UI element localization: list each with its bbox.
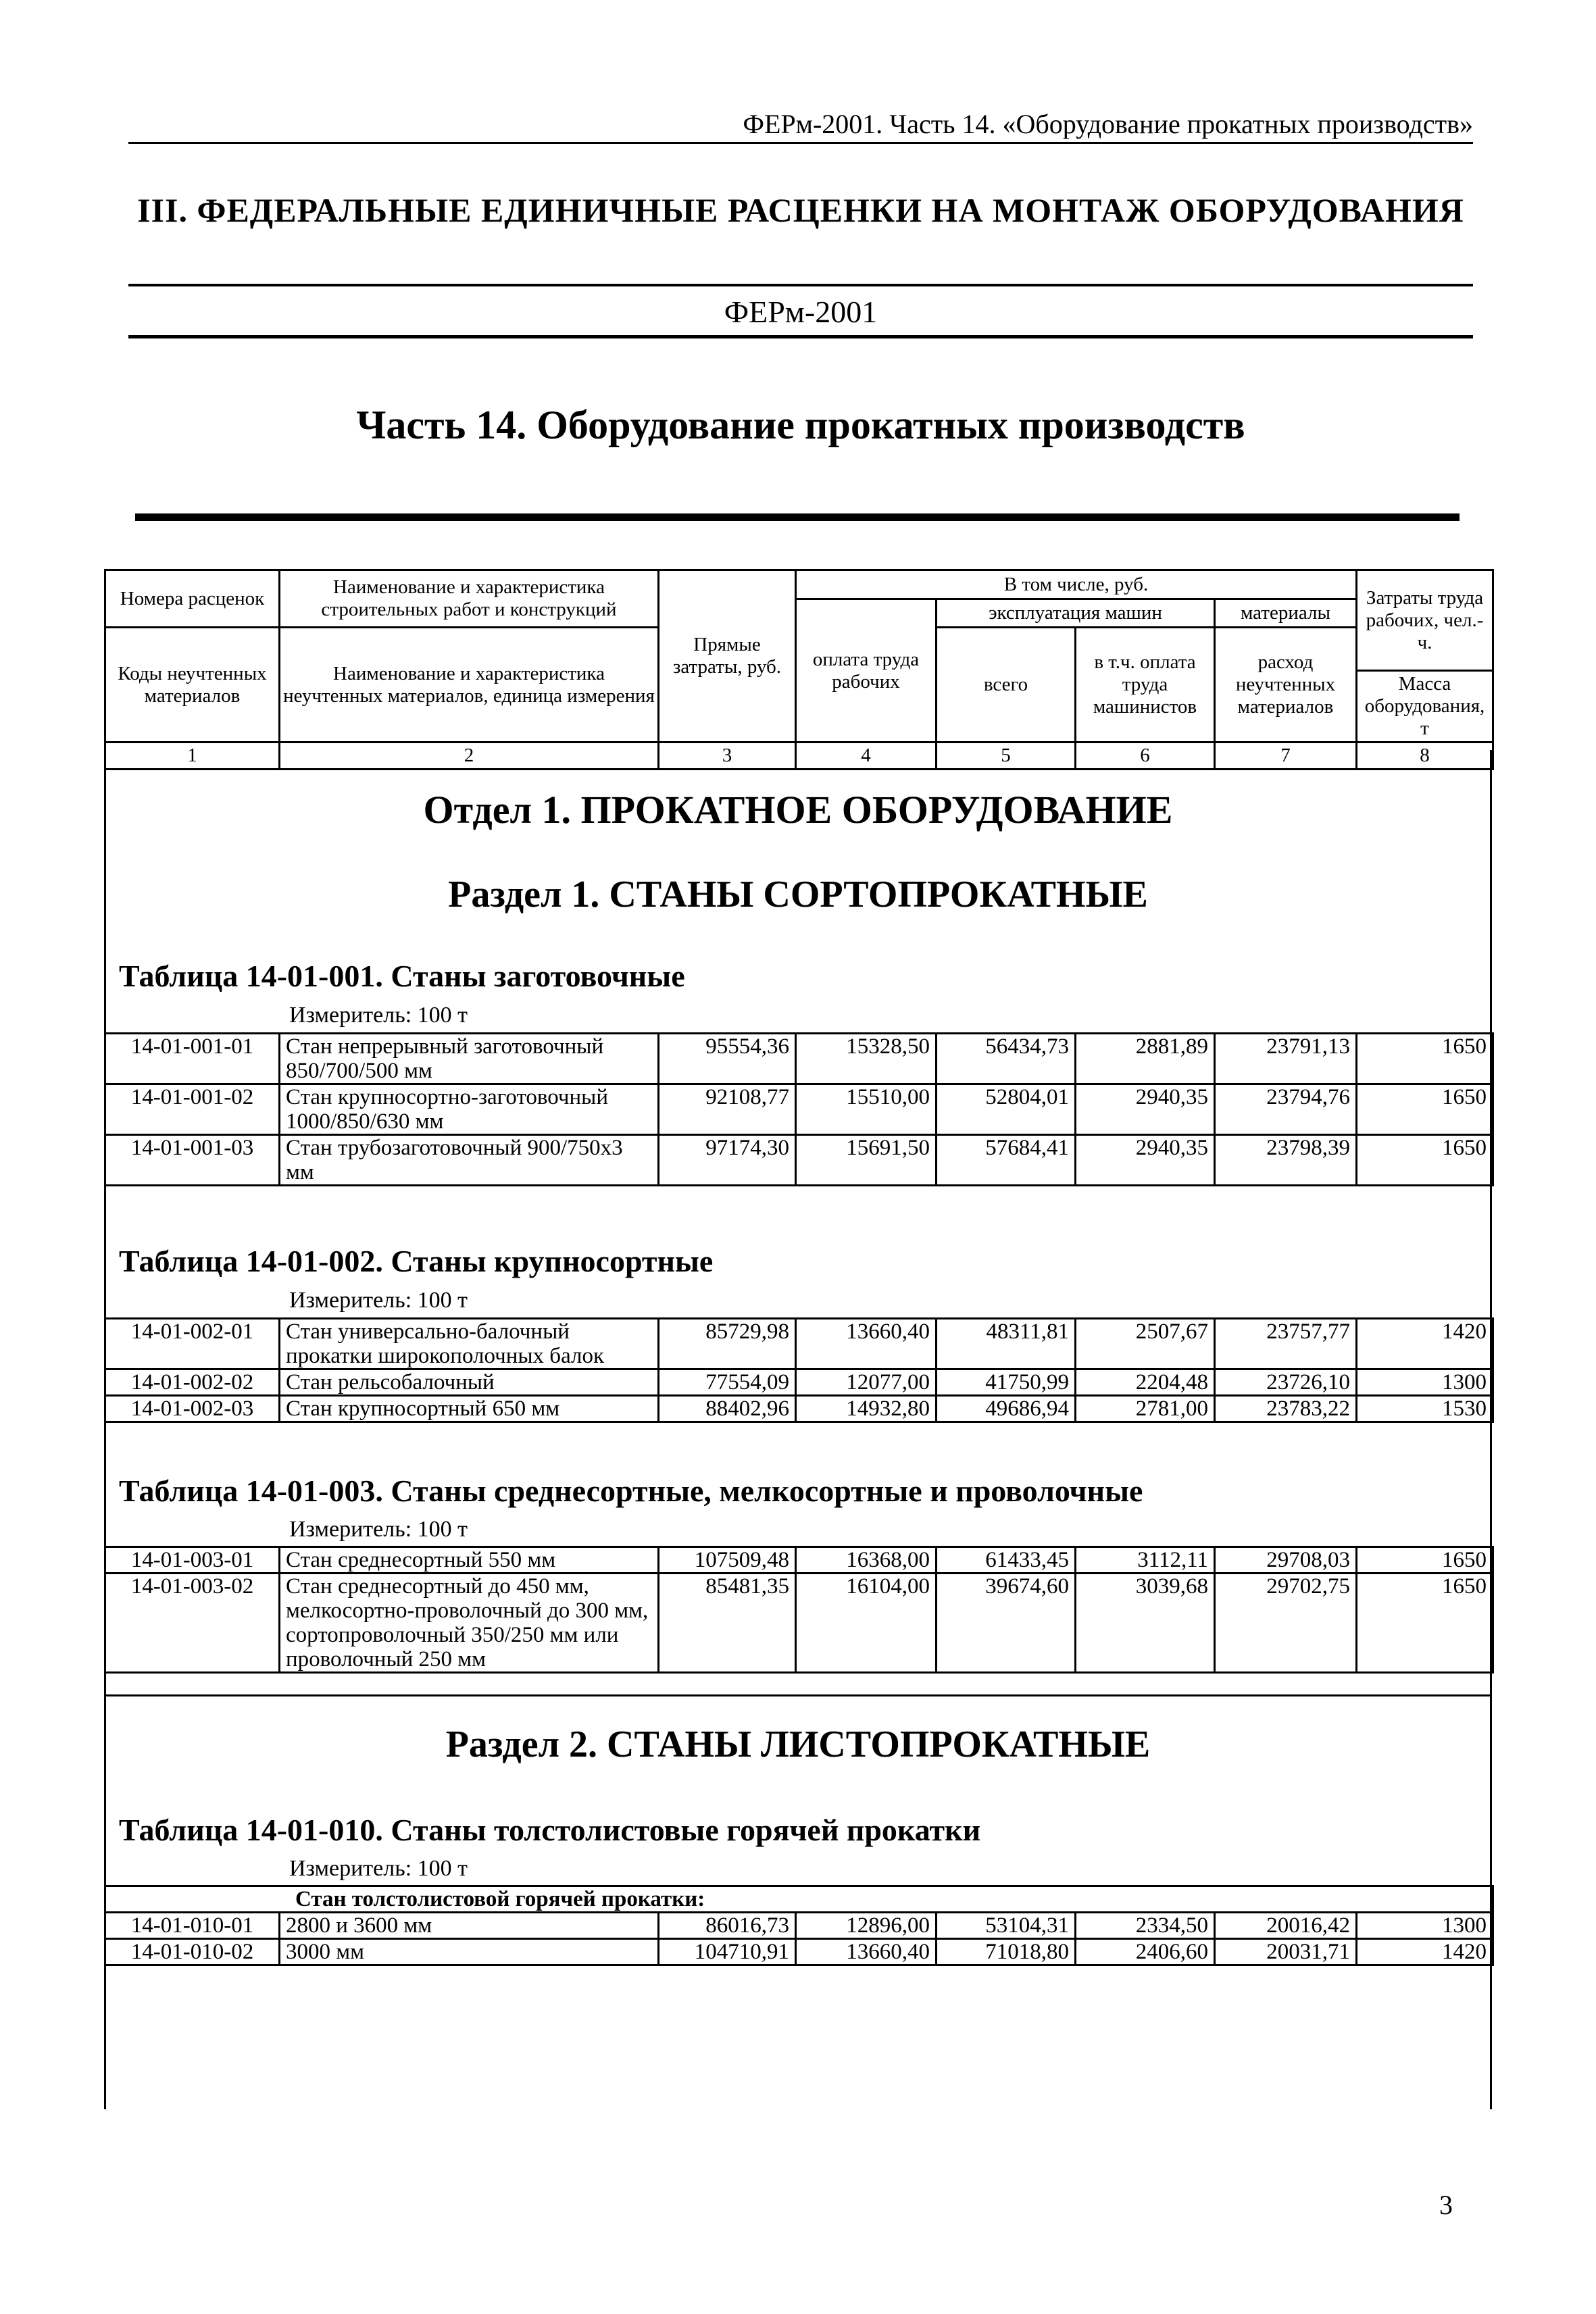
machines-total: 39674,60 bbox=[937, 1574, 1076, 1673]
rate-name: Стан среднесортный 550 мм bbox=[280, 1547, 659, 1574]
header-including: В том числе, руб. bbox=[796, 570, 1357, 599]
rates-table bbox=[104, 1546, 1494, 1674]
rate-code: 14-01-002-03 bbox=[105, 1396, 280, 1422]
measure-unit: Измеритель: 100 т bbox=[289, 1856, 468, 1881]
rate-name: Стан универсально-балочный прокатки широкополочных балок bbox=[280, 1319, 659, 1369]
rate-name: 2800 и 3600 мм bbox=[280, 1913, 659, 1939]
worker-pay: 15328,50 bbox=[796, 1034, 937, 1084]
labor-or-mass: 1300 bbox=[1357, 1369, 1493, 1396]
table-row bbox=[105, 1396, 1493, 1422]
measure-unit: Измеритель: 100 т bbox=[289, 1288, 468, 1313]
header-work-name: Наименование и характеристика строительных работ и конструкций bbox=[280, 570, 659, 628]
labor-or-mass: 1530 bbox=[1357, 1396, 1493, 1422]
header-machine-operation: эксплуатация машин bbox=[937, 599, 1215, 628]
materials-cost: 23791,13 bbox=[1215, 1034, 1357, 1084]
rate-name: Стан среднесортный до 450 мм, мелкосортно-проволочный до 300 мм, сортопроволочный 350/250 мм или проволочный 250 мм bbox=[280, 1574, 659, 1673]
rate-code: 14-01-003-02 bbox=[105, 1574, 280, 1673]
labor-or-mass: 1650 bbox=[1357, 1034, 1493, 1084]
header-operator-pay: в т.ч. оплата труда машинистов bbox=[1076, 628, 1215, 743]
materials-cost: 20016,42 bbox=[1215, 1913, 1357, 1939]
table-row bbox=[105, 1547, 1493, 1574]
section-heading: Раздел 1. СТАНЫ СОРТОПРОКАТНЫЕ bbox=[448, 874, 1148, 915]
rate-code: 14-01-002-01 bbox=[105, 1319, 280, 1369]
worker-pay: 15510,00 bbox=[796, 1084, 937, 1135]
machines-total: 41750,99 bbox=[937, 1369, 1076, 1396]
operator-pay: 3039,68 bbox=[1076, 1574, 1215, 1673]
labor-or-mass: 1650 bbox=[1357, 1084, 1493, 1135]
materials-cost: 23726,10 bbox=[1215, 1369, 1357, 1396]
header-rule bbox=[128, 142, 1473, 144]
header-worker-pay: оплата труда рабочих bbox=[796, 599, 937, 743]
direct-costs: 88402,96 bbox=[659, 1396, 796, 1422]
worker-pay: 16104,00 bbox=[796, 1574, 937, 1673]
header-equipment-mass: Масса оборудования, т bbox=[1357, 671, 1493, 743]
labor-or-mass: 1650 bbox=[1357, 1547, 1493, 1574]
table-row bbox=[105, 1084, 1493, 1135]
part-title: Часть 14. Оборудование прокатных производств bbox=[356, 403, 1245, 447]
materials-cost: 23783,22 bbox=[1215, 1396, 1357, 1422]
header-materials: материалы bbox=[1215, 599, 1357, 628]
worker-pay: 14932,80 bbox=[796, 1396, 937, 1422]
machines-total: 49686,94 bbox=[937, 1396, 1076, 1422]
direct-costs: 77554,09 bbox=[659, 1369, 796, 1396]
rates-table bbox=[104, 1885, 1494, 1966]
operator-pay: 2940,35 bbox=[1076, 1135, 1215, 1186]
direct-costs: 107509,48 bbox=[659, 1547, 796, 1574]
labor-or-mass: 1420 bbox=[1357, 1939, 1493, 1965]
department-heading: Отдел 1. ПРОКАТНОЕ ОБОРУДОВАНИЕ bbox=[423, 788, 1173, 832]
direct-costs: 104710,91 bbox=[659, 1939, 796, 1965]
machines-total: 57684,41 bbox=[937, 1135, 1076, 1186]
rate-code: 14-01-010-01 bbox=[105, 1913, 280, 1939]
header-col-number: 3 bbox=[659, 743, 796, 770]
column-header-table bbox=[104, 569, 1494, 770]
direct-costs: 97174,30 bbox=[659, 1135, 796, 1186]
machines-total: 52804,01 bbox=[937, 1084, 1076, 1135]
worker-pay: 12077,00 bbox=[796, 1369, 937, 1396]
table-row bbox=[105, 1574, 1493, 1673]
direct-costs: 85481,35 bbox=[659, 1574, 796, 1673]
operator-pay: 2940,35 bbox=[1076, 1084, 1215, 1135]
rates-table bbox=[104, 1032, 1494, 1186]
machines-total: 53104,31 bbox=[937, 1913, 1076, 1939]
table-subheading: Стан толстолистовой горячей прокатки: bbox=[105, 1886, 1493, 1913]
labor-or-mass: 1650 bbox=[1357, 1135, 1493, 1186]
worker-pay: 12896,00 bbox=[796, 1913, 937, 1939]
machines-total: 48311,81 bbox=[937, 1319, 1076, 1369]
table-title: Таблица 14-01-003. Станы среднесортные, мелкосортные и проволочные bbox=[119, 1474, 1143, 1508]
measure-unit: Измеритель: 100 т bbox=[289, 1003, 468, 1028]
header-direct-costs: Прямые затраты, руб. bbox=[659, 570, 796, 743]
section-divider bbox=[104, 1694, 1492, 1696]
direct-costs: 95554,36 bbox=[659, 1034, 796, 1084]
materials-cost: 29702,75 bbox=[1215, 1574, 1357, 1673]
table-title: Таблица 14-01-001. Станы заготовочные bbox=[119, 959, 685, 993]
section-heading: Раздел 2. СТАНЫ ЛИСТОПРОКАТНЫЕ bbox=[445, 1724, 1151, 1765]
materials-cost: 23794,76 bbox=[1215, 1084, 1357, 1135]
table-subheading-row bbox=[105, 1886, 1493, 1913]
operator-pay: 2781,00 bbox=[1076, 1396, 1215, 1422]
part-rule bbox=[135, 513, 1460, 521]
header-material-name: Наименование и характеристика неучтенных материалов, единица измерения bbox=[280, 628, 659, 743]
rate-code: 14-01-010-02 bbox=[105, 1939, 280, 1965]
page-number: 3 bbox=[1439, 2190, 1453, 2220]
rate-name: Стан рельсобалочный bbox=[280, 1369, 659, 1396]
header-col-number: 1 bbox=[105, 743, 280, 770]
worker-pay: 16368,00 bbox=[796, 1547, 937, 1574]
worker-pay: 13660,40 bbox=[796, 1319, 937, 1369]
labor-or-mass: 1650 bbox=[1357, 1574, 1493, 1673]
rate-code: 14-01-001-01 bbox=[105, 1034, 280, 1084]
direct-costs: 92108,77 bbox=[659, 1084, 796, 1135]
header-rate-numbers: Номера расценок bbox=[105, 570, 280, 628]
measure-unit: Измеритель: 100 т bbox=[289, 1517, 468, 1542]
code-rule-top bbox=[128, 284, 1473, 286]
table-title: Таблица 14-01-010. Станы толстолистовые горячей прокатки bbox=[119, 1813, 981, 1847]
table-title: Таблица 14-01-002. Станы крупносортные bbox=[119, 1244, 714, 1278]
table-row bbox=[105, 1913, 1493, 1939]
rate-name: Стан трубозаготовочный 900/750х3 мм bbox=[280, 1135, 659, 1186]
header-col-number: 5 bbox=[937, 743, 1076, 770]
header-col-number: 7 bbox=[1215, 743, 1357, 770]
worker-pay: 15691,50 bbox=[796, 1135, 937, 1186]
header-material-codes: Коды неучтенных материалов bbox=[105, 628, 280, 743]
operator-pay: 2406,60 bbox=[1076, 1939, 1215, 1965]
rate-code: 14-01-001-02 bbox=[105, 1084, 280, 1135]
code-rule-bottom bbox=[128, 335, 1473, 338]
labor-or-mass: 1300 bbox=[1357, 1913, 1493, 1939]
header-col-number: 6 bbox=[1076, 743, 1215, 770]
table-row bbox=[105, 1135, 1493, 1186]
rate-name: Стан непрерывный заготовочный 850/700/500 мм bbox=[280, 1034, 659, 1084]
materials-cost: 20031,71 bbox=[1215, 1939, 1357, 1965]
operator-pay: 2881,89 bbox=[1076, 1034, 1215, 1084]
rate-name: Стан крупносортный 650 мм bbox=[280, 1396, 659, 1422]
header-labor-costs: Затраты труда рабочих, чел.-ч. bbox=[1357, 570, 1493, 671]
operator-pay: 2204,48 bbox=[1076, 1369, 1215, 1396]
machines-total: 61433,45 bbox=[937, 1547, 1076, 1574]
rate-name: 3000 мм bbox=[280, 1939, 659, 1965]
materials-cost: 29708,03 bbox=[1215, 1547, 1357, 1574]
table-row bbox=[105, 1939, 1493, 1965]
operator-pay: 2507,67 bbox=[1076, 1319, 1215, 1369]
direct-costs: 85729,98 bbox=[659, 1319, 796, 1369]
code-title: ФЕРм-2001 bbox=[724, 295, 878, 329]
table-row bbox=[105, 1319, 1493, 1369]
direct-costs: 86016,73 bbox=[659, 1913, 796, 1939]
machines-total: 71018,80 bbox=[937, 1939, 1076, 1965]
machines-total: 56434,73 bbox=[937, 1034, 1076, 1084]
table-row bbox=[105, 1034, 1493, 1084]
running-header: ФЕРм-2001. Часть 14. «Оборудование прокатных производств» bbox=[743, 109, 1473, 139]
header-machines-total: всего bbox=[937, 628, 1076, 743]
labor-or-mass: 1420 bbox=[1357, 1319, 1493, 1369]
materials-cost: 23757,77 bbox=[1215, 1319, 1357, 1369]
header-col-number: 8 bbox=[1357, 743, 1493, 770]
header-col-number: 2 bbox=[280, 743, 659, 770]
table-row bbox=[105, 1369, 1493, 1396]
header-col-number: 4 bbox=[796, 743, 937, 770]
rate-code: 14-01-001-03 bbox=[105, 1135, 280, 1186]
rates-table bbox=[104, 1317, 1494, 1423]
operator-pay: 3112,11 bbox=[1076, 1547, 1215, 1574]
header-material-consumption: расход неучтенных материалов bbox=[1215, 628, 1357, 743]
materials-cost: 23798,39 bbox=[1215, 1135, 1357, 1186]
main-title: III. ФЕДЕРАЛЬНЫЕ ЕДИНИЧНЫЕ РАСЦЕНКИ НА МОНТАЖ ОБОРУДОВАНИЯ bbox=[137, 191, 1464, 229]
rate-name: Стан крупносортно-заготовочный 1000/850/630 мм bbox=[280, 1084, 659, 1135]
rate-code: 14-01-003-01 bbox=[105, 1547, 280, 1574]
worker-pay: 13660,40 bbox=[796, 1939, 937, 1965]
rate-code: 14-01-002-02 bbox=[105, 1369, 280, 1396]
operator-pay: 2334,50 bbox=[1076, 1913, 1215, 1939]
